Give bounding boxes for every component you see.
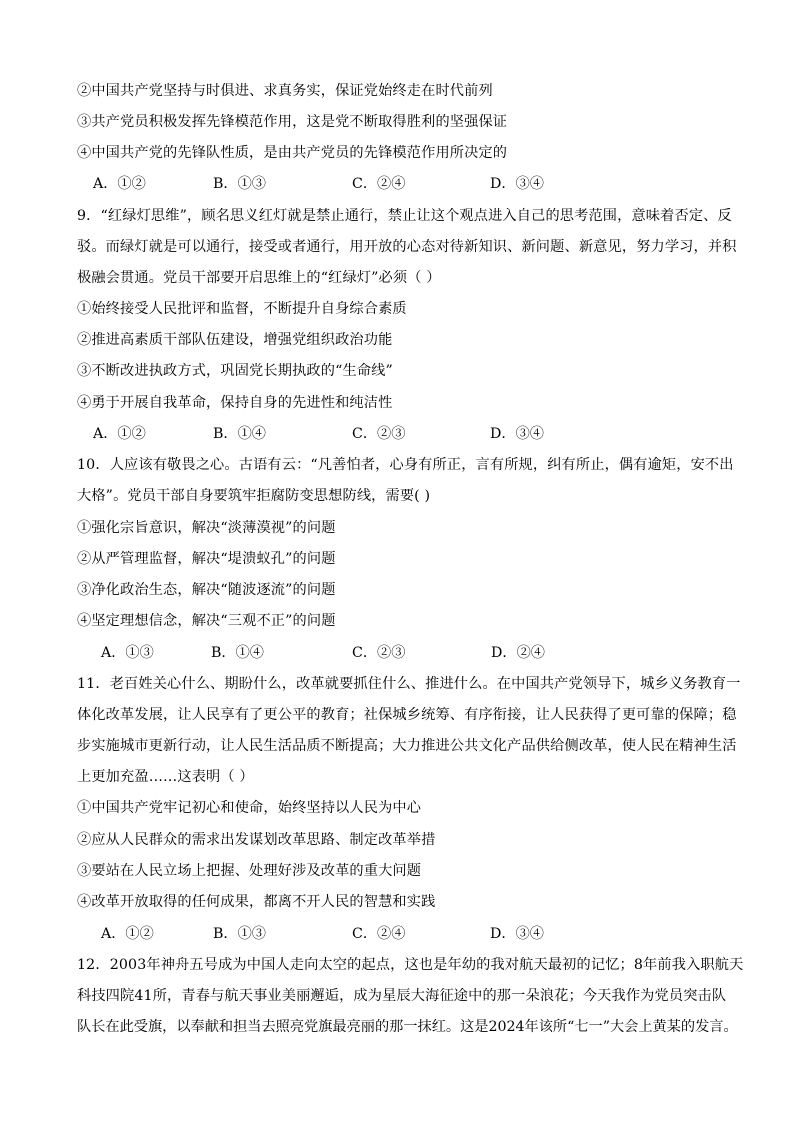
q9-item-4: ④勇于开展自我革命，保持自身的先进性和纯洁性 [77, 395, 393, 411]
q8-option-a: A．①② [93, 176, 146, 192]
q8-item-4: ④中国共产党的先锋队性质，是由共产党员的先锋模范作用所决定的 [77, 145, 508, 161]
q9-item-1: ①始终接受人民批评和监督，不断提升自身综合素质 [77, 301, 407, 317]
q11-option-d: D．③④ [490, 926, 544, 942]
q11-stem-line-2: 体化改革发展，让人民享有了更公平的教育；社保城乡统筹、有序衔接，让人民获得了更可靠的保障；稳 [77, 707, 737, 723]
q11-option-c: C．②④ [352, 926, 406, 942]
q9-item-3: ③不断改进执政方式，巩固党长期执政的“生命线” [77, 363, 393, 379]
q10-option-a: A．①③ [101, 645, 154, 661]
q8-option-b: B．①③ [213, 176, 266, 192]
q10-item-4: ④坚定理想信念，解决“三观不正”的问题 [77, 613, 336, 629]
q9-stem-line-3: 极融会贯通。党员干部要开启思维上的“红绿灯”必须（ ） [77, 270, 441, 286]
q8-option-d: D．③④ [490, 176, 544, 192]
q11-stem-line-1: 11．老百姓关心什么、期盼什么，改革就要抓住什么、推进什么。在中国共产党领导下，城乡义务教育一 [77, 676, 741, 692]
q12-stem-line-1: 12．2003年神舟五号成为中国人走向太空的起点，这也是年幼的我对航天最初的记忆；8年前我入职航天 [77, 957, 744, 973]
q10-item-1: ①强化宗旨意识，解决“淡薄漠视”的问题 [77, 520, 336, 536]
q11-option-b: B．①③ [213, 926, 266, 942]
q11-option-a: A．①② [101, 926, 154, 942]
q9-option-c: C．②③ [352, 426, 406, 442]
q11-item-1: ①中国共产党牢记初心和使命，始终坚持以人民为中心 [77, 800, 422, 816]
q10-option-d: D．②④ [491, 645, 545, 661]
q9-option-b: B．①④ [213, 426, 266, 442]
q8-item-2: ②中国共产党坚持与时俱进、求真务实，保证党始终走在时代前列 [77, 83, 493, 99]
q9-item-2: ②推进高素质干部队伍建设，增强党组织政治功能 [77, 332, 393, 348]
q10-option-b: B．①④ [211, 645, 264, 661]
q9-stem-line-1: 9．“红绿灯思维”，顾名思义红灯就是禁止通行，禁止让这个观点进入自己的思考范围，意味着否定、反 [77, 208, 732, 224]
q10-stem-line-1: 10．人应该有敬畏之心。古语有云：“凡善怕者，心身有所正，言有所规，纠有所止，偶有逾矩，安不出 [77, 457, 734, 473]
q11-item-4: ④改革开放取得的任何成果，都离不开人民的智慧和实践 [77, 894, 436, 910]
q10-option-c: C．②③ [352, 645, 406, 661]
q12-stem-line-2: 科技四院41所，青春与航天事业美丽邂逅，成为星辰大海征途中的那一朵浪花；今天我作为党员突击队 [77, 988, 727, 1004]
q11-stem-line-4: 上更加充盈……这表明（ ） [77, 769, 254, 785]
q8-item-3: ③共产党员积极发挥先锋模范作用，这是党不断取得胜利的坚强保证 [77, 114, 508, 130]
q10-item-2: ②从严管理监督，解决“堤溃蚁孔”的问题 [77, 551, 336, 567]
q11-item-2: ②应从人民群众的需求出发谋划改革思路、制定改革举措 [77, 832, 436, 848]
q11-stem-line-3: 步实施城市更新行动，让人民生活品质不断提高；大力推进公共文化产品供给侧改革，使人民在精神生活 [77, 738, 737, 754]
q11-item-3: ③要站在人民立场上把握、处理好涉及改革的重大问题 [77, 863, 422, 879]
q9-stem-line-2: 驳。而绿灯就是可以通行，接受或者通行，用开放的心态对待新知识、新问题、新意见，努力学习，并积 [77, 239, 737, 255]
q9-option-d: D．③④ [490, 426, 544, 442]
q10-item-3: ③净化政治生态，解决“随波逐流”的问题 [77, 582, 336, 598]
q8-option-c: C．②④ [352, 176, 406, 192]
q9-option-a: A．①② [93, 426, 146, 442]
q10-stem-line-2: 大格”。党员干部自身要筑牢拒腐防变思想防线，需要( ) [77, 488, 431, 504]
q12-stem-line-3: 队长在此受旗，以奉献和担当去照亮党旗最亮丽的那一抹红。这是2024年该所“七一”大会上黄某的发言。 [77, 1019, 738, 1035]
